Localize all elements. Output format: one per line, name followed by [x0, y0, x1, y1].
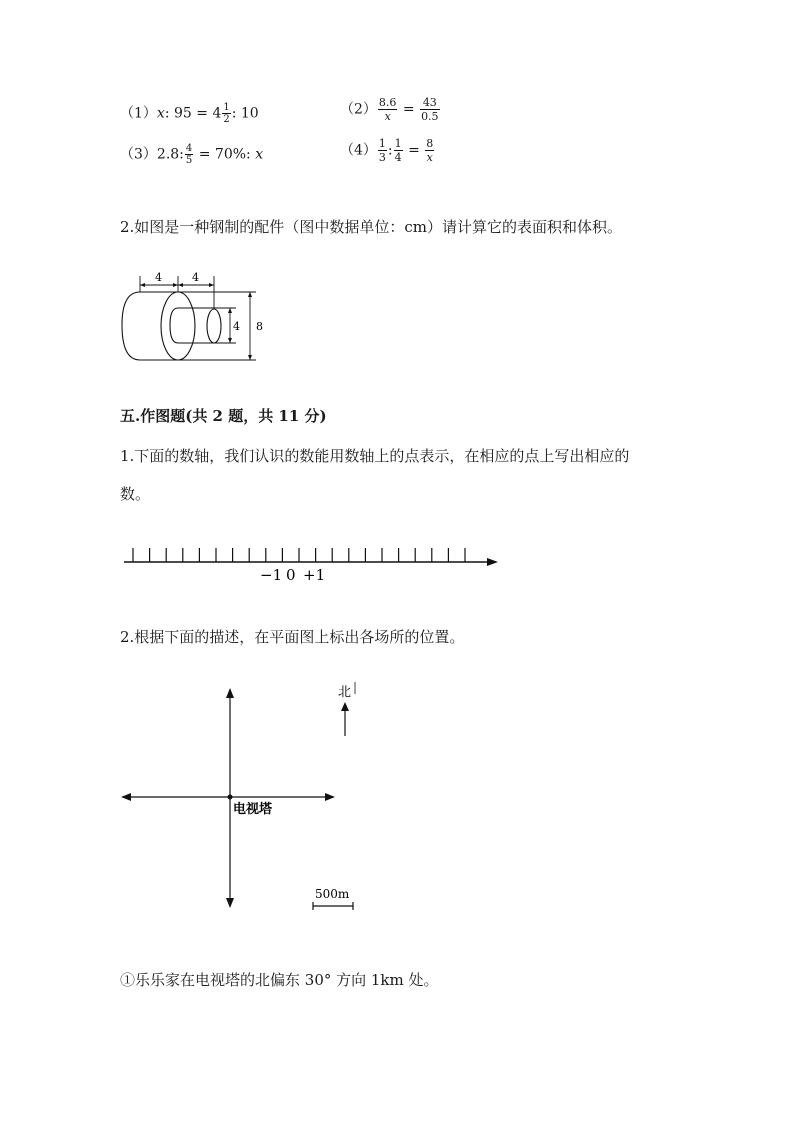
big-cylinder-left-arc	[122, 292, 140, 360]
map-figure	[115, 680, 375, 920]
number-line-ticks	[133, 548, 465, 562]
arrowhead-right	[325, 793, 335, 801]
question-cylinder-text: 2.如图是一种钢制的配件（图中数据单位：cm）请计算它的表面积和体积。	[120, 218, 622, 236]
equation-label: （2）	[340, 101, 377, 118]
arrowhead-down	[226, 898, 234, 908]
denominator: 5	[185, 155, 193, 166]
numerator: 43	[420, 96, 440, 110]
equals-sign: =	[408, 142, 420, 159]
arrowhead	[140, 283, 145, 287]
fraction	[420, 96, 440, 123]
arrowhead-up	[226, 688, 234, 698]
denominator: 0.5	[421, 110, 439, 123]
question-map-text: 2.根据下面的描述，在平面图上标出各场所的位置。	[120, 628, 465, 646]
fraction	[222, 102, 230, 125]
equation-text: : 10	[231, 105, 259, 122]
fraction	[378, 96, 398, 123]
fraction	[394, 137, 403, 164]
number-line-arrow	[487, 558, 498, 566]
dim-label-left: 4	[155, 271, 162, 284]
numerator: 1	[378, 137, 386, 150]
equation-text: 2.8:	[156, 146, 184, 163]
variable: x	[255, 146, 264, 163]
equation-2	[340, 96, 441, 123]
arrowhead	[173, 283, 178, 287]
denominator: 3	[378, 151, 386, 164]
numerator: 8	[426, 137, 434, 150]
fraction	[378, 137, 387, 164]
big-cylinder-face	[161, 292, 195, 360]
equals-sign: =	[402, 101, 415, 118]
arrowhead-left	[121, 793, 131, 801]
north-label: 北	[338, 685, 352, 700]
equation-label: （1）	[120, 105, 157, 122]
equation-1	[120, 102, 259, 125]
numerator: 1	[223, 102, 230, 113]
question-map-item1: ①乐乐家在电视塔的北偏东 30° 方向 1km 处。	[120, 971, 439, 989]
equation-4	[340, 137, 435, 164]
numerator: 4	[185, 143, 193, 154]
fraction	[185, 143, 193, 166]
dim-label-big: 8	[256, 320, 263, 333]
denominator: 4	[394, 151, 402, 164]
equation-3	[120, 143, 263, 166]
section-heading: 五.作图题(共 2 题，共 11 分)	[120, 407, 327, 425]
scale-label: 500m	[315, 887, 350, 901]
arrowhead	[209, 283, 214, 287]
label-pos1: +1	[303, 566, 326, 584]
arrowhead	[248, 355, 252, 360]
colon: :	[387, 142, 393, 159]
fraction	[425, 137, 434, 164]
numerator: 8.6	[378, 96, 397, 109]
label-neg1: −1	[260, 566, 283, 584]
label-zero: 0	[286, 566, 296, 584]
north-arrowhead	[341, 702, 349, 711]
number-line	[118, 540, 508, 584]
equation-text: : 95 = 4	[164, 105, 222, 122]
equation-label: （3）	[120, 146, 157, 163]
arrowhead	[228, 308, 232, 313]
question-numberline-line2: 数。	[120, 485, 151, 503]
denominator: x	[426, 151, 433, 164]
denominator: 2	[223, 114, 230, 125]
cylinder-figure	[118, 266, 278, 370]
tv-tower-point	[228, 795, 233, 800]
question-numberline-line1: 1.下面的数轴，我们认识的数能用数轴上的点表示，在相应的点上写出相应的	[120, 447, 630, 465]
arrowhead	[248, 292, 252, 297]
dim-label-small: 4	[233, 320, 240, 333]
arrowhead	[228, 338, 232, 343]
equation-label: （4）	[340, 142, 377, 159]
denominator: x	[384, 110, 391, 123]
variable: x	[156, 105, 165, 122]
tv-tower-label: 电视塔	[233, 802, 273, 817]
dim-label-right: 4	[192, 271, 199, 284]
numerator: 1	[394, 137, 402, 150]
small-cylinder-face	[207, 309, 221, 343]
equation-text: = 70%:	[198, 146, 251, 163]
arrowhead	[178, 283, 183, 287]
